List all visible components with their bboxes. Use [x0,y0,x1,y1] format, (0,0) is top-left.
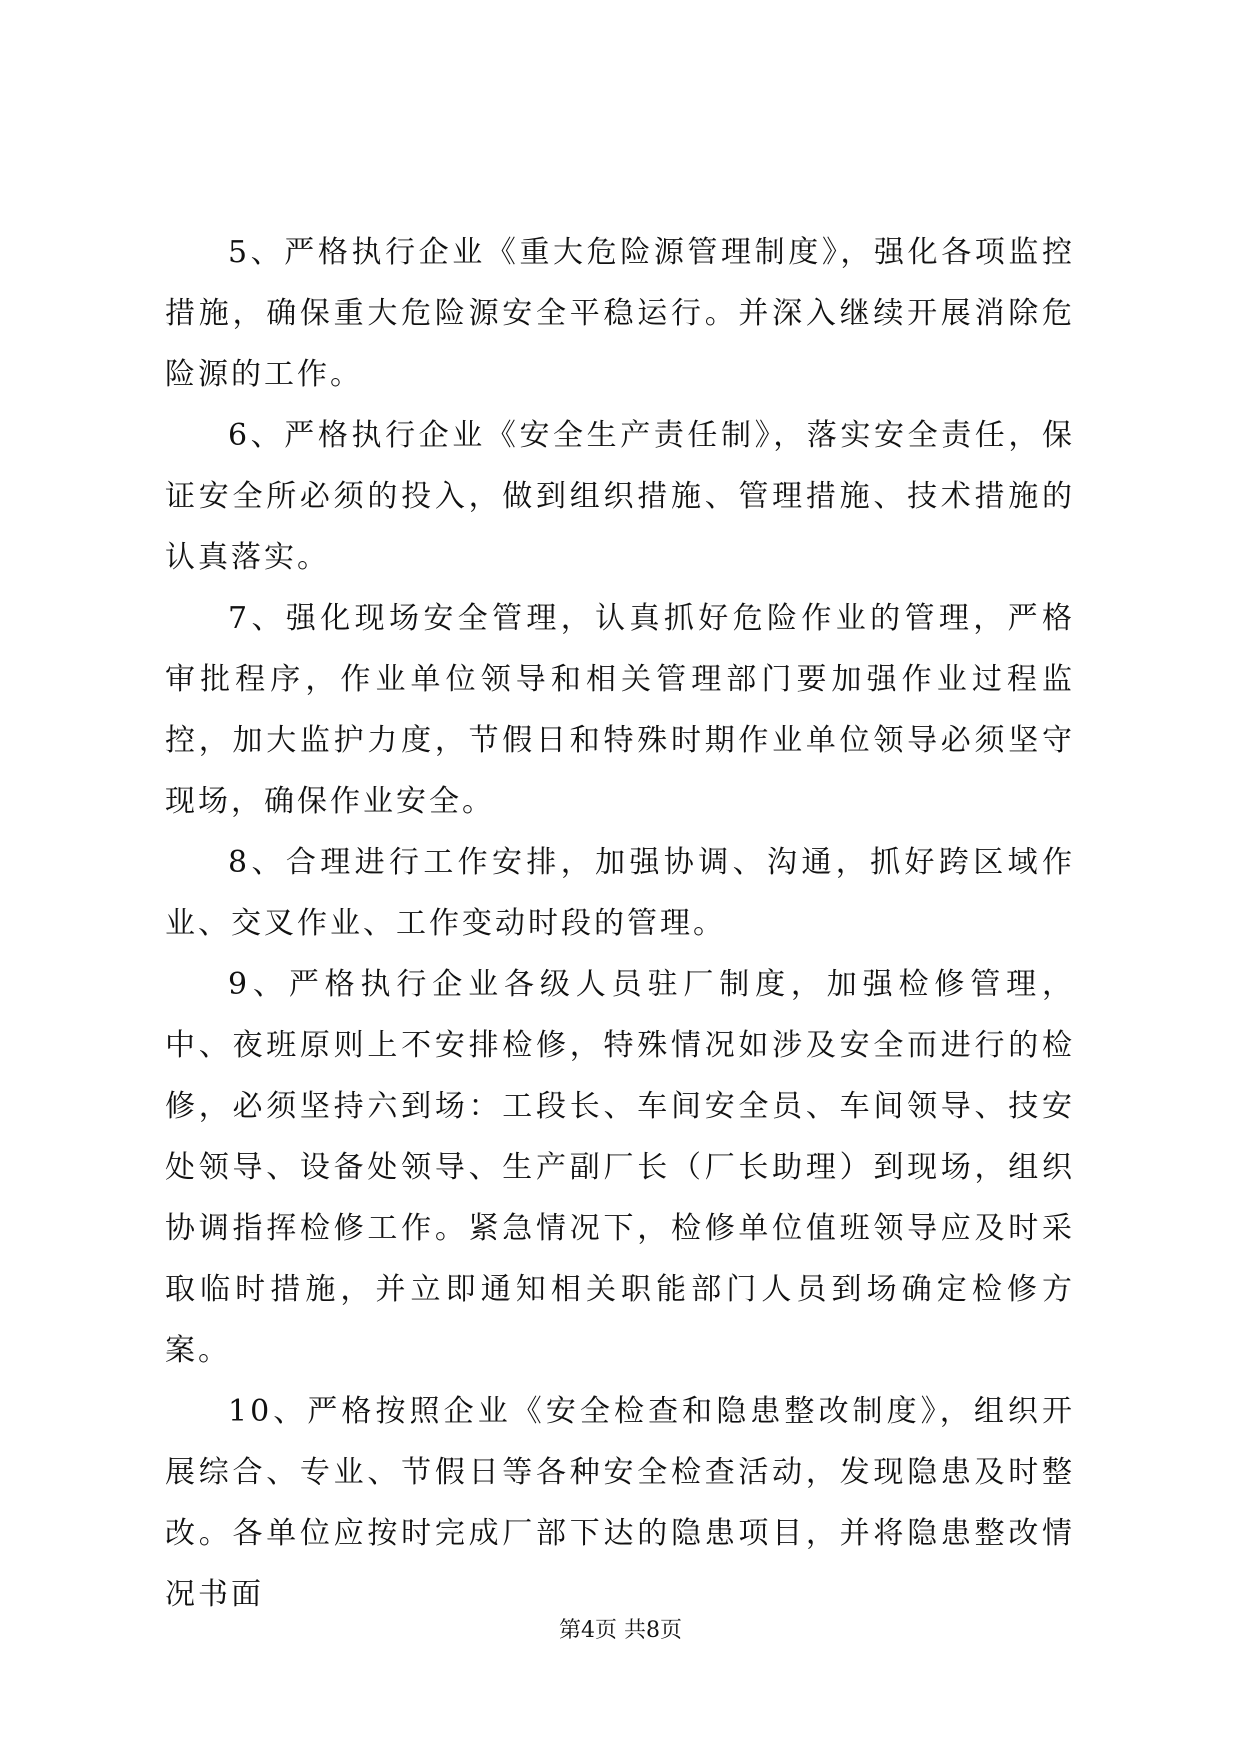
paragraph-6: 6、严格执行企业《安全生产责任制》，落实安全责任，保证安全所必须的投入，做到组织措施、管理措施、技术措施的认真落实。 [165,418,1075,575]
paragraph-10: 10、严格按照企业《安全检查和隐患整改制度》，组织开展综合、专业、节假日等各种安全检查活动，发现隐患及时整改。各单位应按时完成厂部下达的隐患项目，并将隐患整改情况书面 [165,1394,1075,1612]
paragraph-7: 7、强化现场安全管理，认真抓好危险作业的管理，严格审批程序，作业单位领导和相关管理部门要加强作业过程监控，加大监护力度，节假日和特殊时期作业单位领导必须坚守现场，确保作业安全。 [165,601,1075,819]
document-body [165,222,1075,1625]
paragraph-9: 9、严格执行企业各级人员驻厂制度，加强检修管理，中、夜班原则上不安排检修，特殊情况如涉及安全而进行的检修，必须坚持六到场：工段长、车间安全员、车间领导、技安处领导、设备处领导、生产副厂长（厂长助理）到现场，组织协调指挥检修工作。紧急情况下，检修单位值班领导应及时采取临时措施，并立即通知相关职能部门人员到场确定检修方案。 [165,967,1075,1368]
paragraph-8: 8、合理进行工作安排，加强协调、沟通，抓好跨区域作业、交叉作业、工作变动时段的管理。 [165,845,1075,941]
page-footer: 第4页 共8页 [559,1618,682,1643]
paragraph-5: 5、严格执行企业《重大危险源管理制度》，强化各项监控措施，确保重大危险源安全平稳运行。并深入继续开展消除危险源的工作。 [165,235,1075,392]
